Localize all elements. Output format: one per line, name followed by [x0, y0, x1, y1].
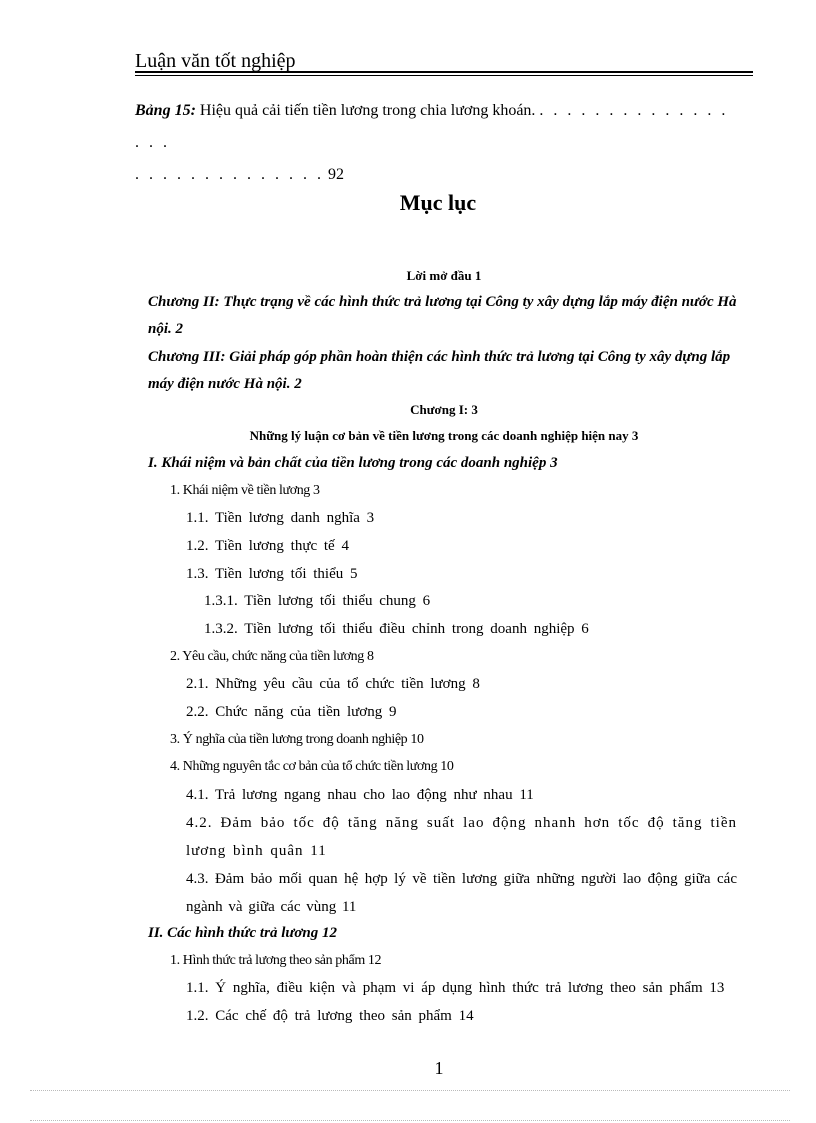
table-page: 92 [328, 166, 344, 183]
toc-entry[interactable]: Chương I: 3 [410, 402, 478, 417]
toc-entry[interactable]: 2.2. Chức năng của tiền lương 9 [186, 704, 397, 720]
toc-entry[interactable]: 4.2. Đảm bảo tốc độ tăng năng suất lao động nhanh hơn tốc độ tăng tiền lương bình quân 11 [186, 815, 737, 859]
table-reference [135, 95, 740, 191]
toc-entry[interactable]: 1.1. Tiền lương danh nghĩa 3 [186, 510, 375, 526]
toc-entry[interactable]: 1.3.2. Tiền lương tối thiểu điều chỉnh trong doanh nghiệp 6 [204, 621, 589, 637]
toc-entry[interactable]: 1.2. Các chế độ trả lương theo sản phẩm 14 [186, 1008, 474, 1024]
toc-entry[interactable]: 1.1. Ý nghĩa, điều kiện và phạm vi áp dụng hình thức trả lương theo sản phẩm 13 [186, 980, 725, 996]
toc-entry[interactable]: 2. Yêu cầu, chức năng của tiền lương 8 [170, 649, 374, 664]
page-title: Mục lục [399, 190, 477, 215]
footer-rule [30, 1120, 790, 1121]
toc-entry[interactable]: 1. Khái niệm về tiền lương 3 [170, 483, 320, 498]
toc-entry[interactable]: Chương III: Giải pháp góp phần hoàn thiện các hình thức trả lương tại Công ty xây dựng lắp máy điện nước Hà nội. 2 [148, 349, 731, 392]
page-number: 1 [434, 1058, 444, 1078]
toc-entry[interactable]: Lời mở đầu 1 [406, 268, 482, 283]
running-header: Luận văn tốt nghiệp [135, 50, 296, 72]
header-rule-thin [135, 75, 753, 76]
footer-rule [30, 1090, 790, 1091]
toc-entry[interactable]: Chương II: Thực trạng về các hình thức trả lương tại Công ty xây dựng lắp máy điện nước Hà nội. 2 [148, 294, 737, 337]
toc-entry[interactable]: Những lý luận cơ bản về tiền lương trong các doanh nghiệp hiện nay 3 [249, 428, 639, 443]
toc-entry[interactable]: 3. Ý nghĩa của tiền lương trong doanh nghiệp 10 [170, 732, 424, 747]
table-label: Bảng 15: [135, 102, 196, 119]
toc-entry[interactable]: 1.3. Tiền lương tối thiểu 5 [186, 566, 358, 582]
leader-dots: . . . . . . . . . . . . . . [135, 166, 324, 183]
toc-entry[interactable]: 4.1. Trả lương ngang nhau cho lao động như nhau 11 [186, 787, 534, 803]
toc-entry[interactable]: I. Khái niệm và bản chất của tiền lương trong các doanh nghiệp 3 [148, 455, 558, 471]
toc-entry[interactable]: 1. Hình thức trả lương theo sản phẩm 12 [170, 953, 382, 968]
header-rule-thick [135, 71, 753, 73]
toc-entry[interactable]: 2.1. Những yêu cầu của tổ chức tiền lương 8 [186, 676, 480, 692]
toc-entry[interactable]: 4. Những nguyên tắc cơ bản của tổ chức tiền lương 10 [170, 759, 454, 774]
toc-entry[interactable]: 4.3. Đảm bảo mối quan hệ hợp lý về tiền lương giữa những người lao động giữa các ngành và giữa các vùng 11 [186, 871, 737, 915]
table-caption: Hiệu quả cải tiến tiền lương trong chia lương khoán. [199, 102, 536, 119]
leader-dots: . . . . . . . . . . . . . . . . . [135, 102, 729, 151]
toc-entry[interactable]: 1.2. Tiền lương thực tế 4 [186, 538, 349, 554]
toc-entry[interactable]: II. Các hình thức trả lương 12 [148, 925, 337, 941]
toc-entry[interactable]: 1.3.1. Tiền lương tối thiểu chung 6 [204, 593, 431, 609]
